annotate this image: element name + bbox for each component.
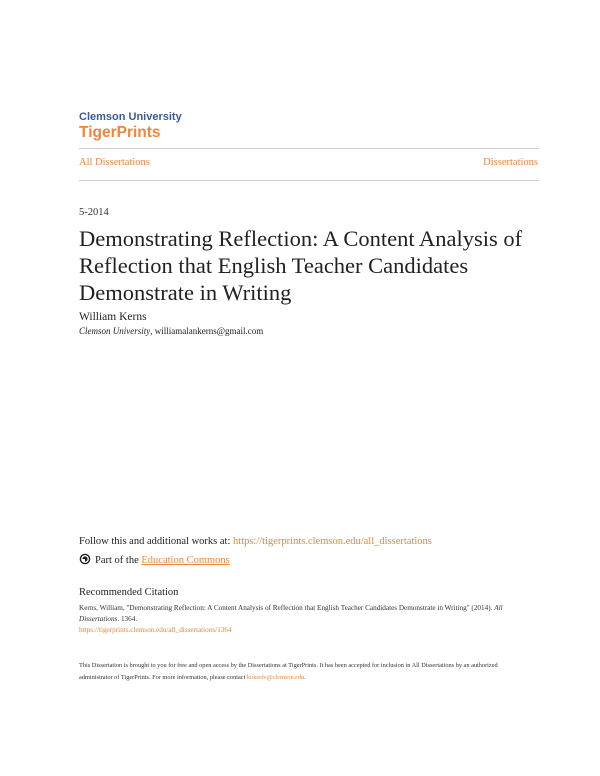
all-dissertations-link[interactable]: All Dissertations [79,157,150,168]
part-of-label: Part of the [95,555,142,566]
dissertations-link[interactable]: Dissertations [483,157,538,168]
repository-brand [79,111,182,142]
university-name: Clemson University [79,111,182,123]
author-name: William Kerns [79,311,147,323]
paper-title: Demonstrating Reflection: A Content Analysis of Reflection that English Teacher Candidates Demonstrate in Writing [79,226,523,305]
publication-date: 5-2014 [79,207,109,218]
citation-text-main: Kerns, William, "Demonstrating Reflection: A Content Analysis of Reflection that English Teacher Candidates Demonstrate in Writing" (2014). [79,604,495,612]
access-notice-text: This Dissertation is brought to you for free and open access by the Dissertations at TigerPrints. It has been accepted for inclusion in All Dissertations by an authorized administrator of TigerPrints. For more information, please contact [79,662,498,681]
follow-label: Follow this and additional works at: [79,536,233,547]
creative-commons-icon [79,553,91,565]
follow-url-link[interactable]: https://tigerprints.clemson.edu/all_dissertations [233,536,432,547]
citation-journal: All Dissertations [79,604,503,623]
header-divider-top [79,148,539,149]
author-affiliation [79,326,263,336]
part-of-line [79,553,230,566]
repository-name: TigerPrints [79,124,161,141]
citation-text [79,603,529,624]
affiliation-institution: Clemson University [79,326,151,336]
contact-email-link[interactable]: kokeefe@clemson.edu [246,673,305,681]
recommended-citation-heading: Recommended Citation [79,587,179,598]
citation-text-end: . 1364. [117,614,138,623]
follow-line [79,536,432,547]
education-commons-link[interactable] [141,555,229,566]
header-divider-bottom [79,180,539,181]
breadcrumb [79,157,539,171]
affiliation-email: , williamalankerns@gmail.com [150,326,264,336]
citation-url-link[interactable]: https://tigerprints.clemson.edu/all_dissertations/1364 [79,626,232,634]
access-notice-end: . [304,673,306,681]
access-notice [79,660,529,683]
education-commons-label: Education Commons [141,555,230,566]
